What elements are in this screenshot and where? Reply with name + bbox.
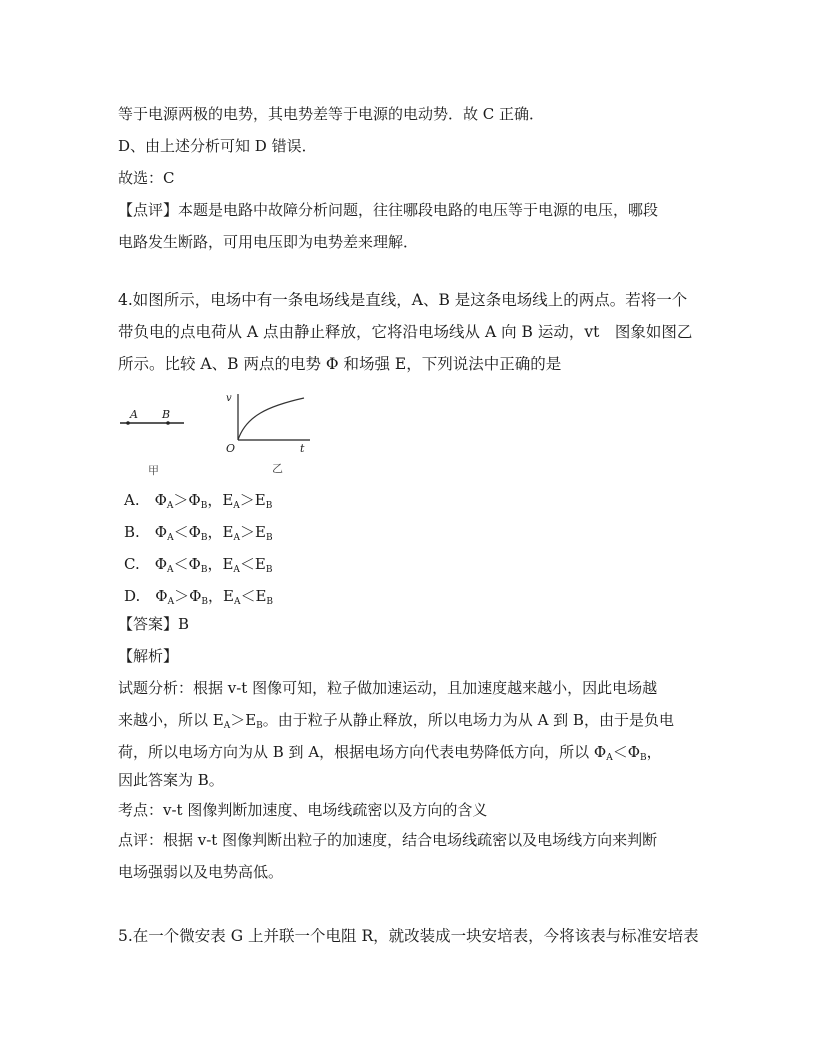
text-line: 故选：C: [118, 169, 175, 187]
point-a-label: A: [130, 408, 138, 421]
kaodian-line: 考点：v-t 图像判断加速度、电场线疏密以及方向的含义: [118, 801, 488, 819]
analysis-line: 荷，所以电场方向为从 B 到 A，根据电场方向代表电势降低方向，所以 $\Phi_A<\Phi_B$，: [118, 743, 662, 763]
dianping-line: 电场强弱以及电势高低。: [118, 863, 284, 881]
v-axis-label: v: [226, 393, 232, 404]
caption-jia: 甲: [148, 464, 159, 477]
origin-label: O: [226, 442, 236, 455]
option-b: B. $\Phi_A<\Phi_B$，$E_A>E_B$: [124, 523, 273, 543]
comment-line: 【点评】本题是电路中故障分析问题，往往哪段电路的电压等于电源的电压，哪段: [118, 201, 659, 219]
figure-electric-field-and-vt-graph: [118, 388, 318, 478]
question-stem-line: 带负电的点电荷从 A 点由静止释放，它将沿电场线从 A 向 B 运动，vt 图象如图乙: [118, 323, 693, 341]
caption-yi: 乙: [272, 462, 283, 475]
dianping-line: 点评：根据 v-t 图像判断出粒子的加速度，结合电场线疏密以及电场线方向来判断: [118, 831, 658, 849]
point-b-label: B: [162, 408, 171, 421]
t-axis-label: t: [300, 442, 305, 455]
text-line: D、由上述分析可知 D 错误．: [118, 137, 317, 155]
point-a-dot: [126, 421, 130, 425]
vt-curve: [238, 398, 304, 440]
comment-line: 电路发生断路，可用电压即为电势差来理解．: [118, 233, 419, 251]
analysis-line: 试题分析：根据 v-t 图像可知，粒子做加速运动，且加速度越来越小，因此电场越: [118, 679, 658, 697]
option-c: C. $\Phi_A<\Phi_B$，$E_A<E_B$: [124, 555, 273, 575]
question-stem-line: 所示。比较 A、B 两点的电势 Φ 和场强 E，下列说法中正确的是: [118, 355, 562, 373]
text-line: 等于电源两极的电势，其电势差等于电源的电动势．故 C 正确．: [118, 105, 545, 123]
question-stem-line: 5.在一个微安表 G 上并联一个电阻 R，就改装成一块安培表，今将该表与标准安培表: [118, 927, 699, 945]
option-a: A. $\Phi_A>\Phi_B$，$E_A>E_B$: [124, 491, 273, 511]
analysis-line: 来越小，所以 $E_A>E_B$。由于粒子从静止释放，所以电场力为从 A 到 B，由于是负电: [118, 711, 674, 731]
question-stem-line: 4.如图所示，电场中有一条电场线是直线，A、B 是这条电场线上的两点。若将一个: [118, 291, 688, 309]
answer: 【答案】B: [118, 615, 190, 633]
analysis-line: 因此答案为 B。: [118, 771, 224, 789]
analysis-heading: 【解析】: [118, 647, 179, 665]
point-b-dot: [166, 421, 170, 425]
option-d: D. $\Phi_A>\Phi_B$，$E_A<E_B$: [124, 587, 274, 607]
